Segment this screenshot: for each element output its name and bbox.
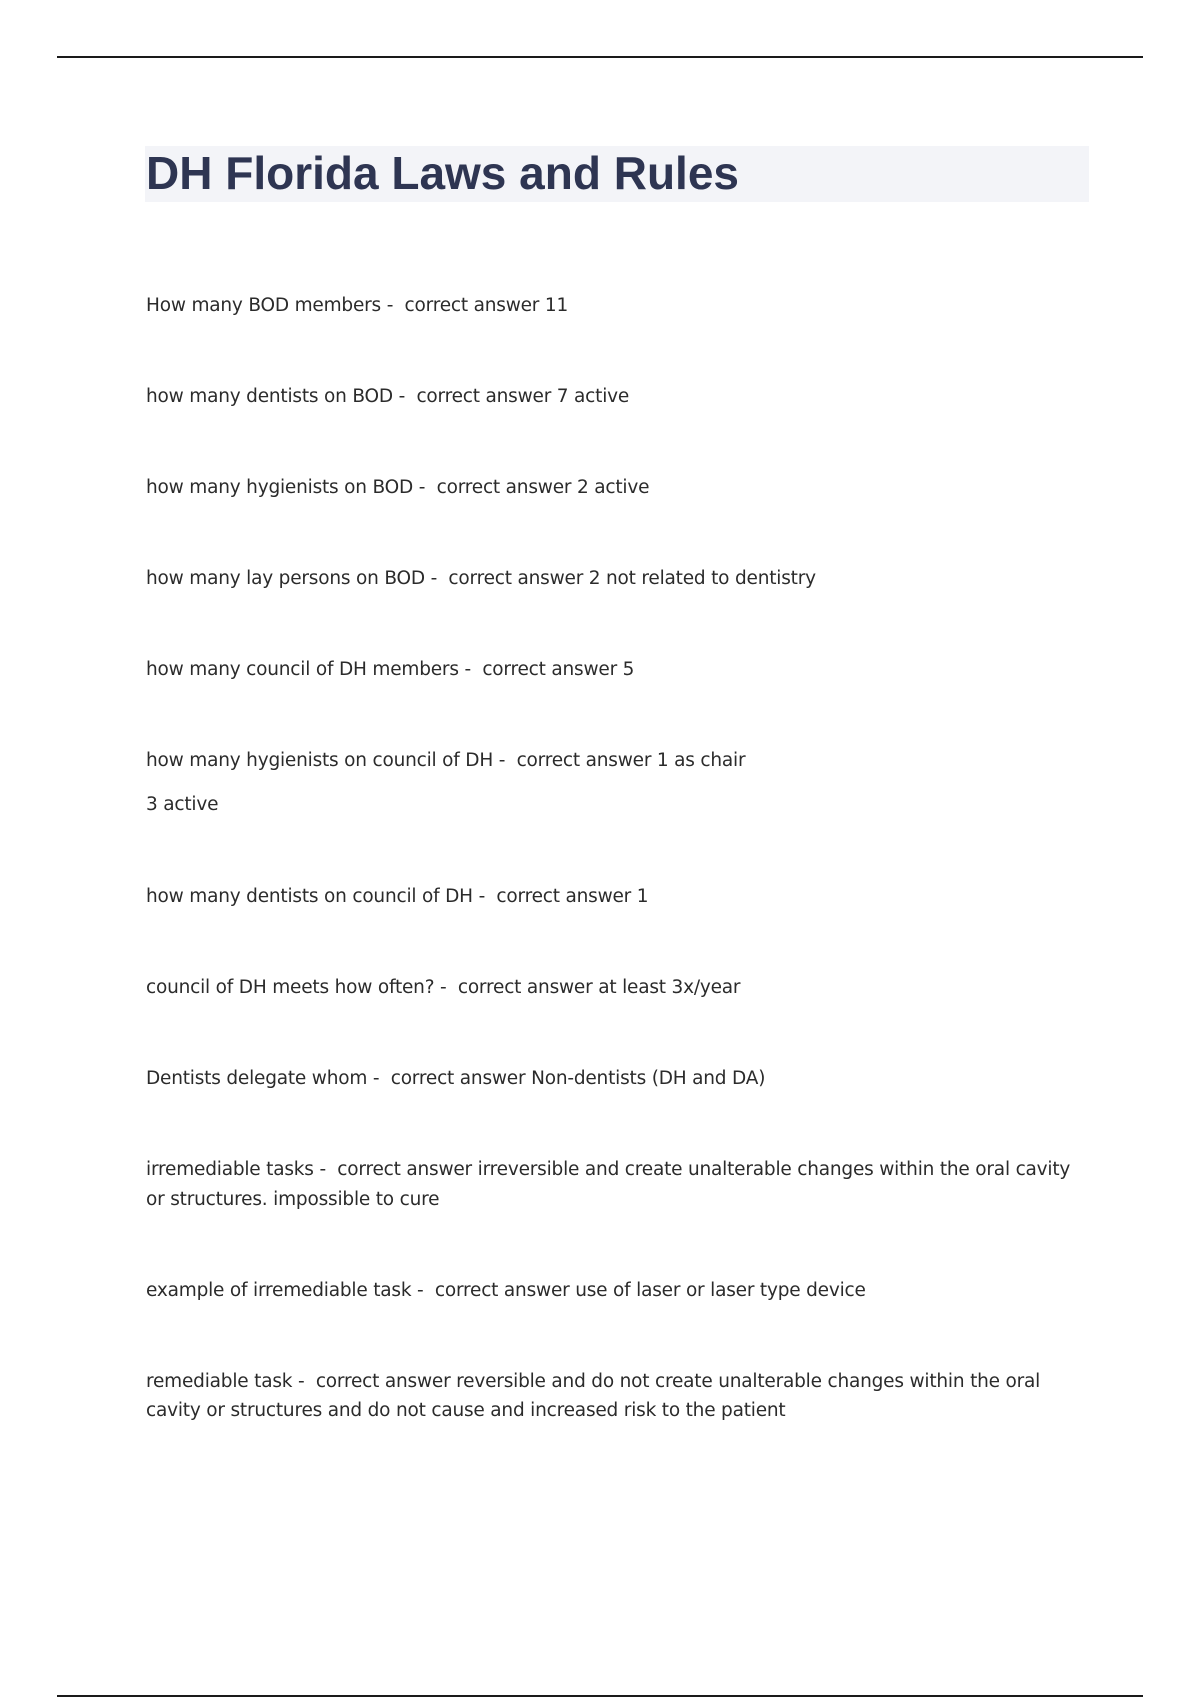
answer-text: reversible and do not create unalterable changes within the oral cavity or structures and do not cause and increased risk to the patient — [146, 1371, 1041, 1421]
question-text: council of DH meets how often? — [146, 977, 435, 998]
answer-separator: - correct answer — [392, 386, 557, 407]
qa-entry — [146, 382, 1090, 411]
answer-text: at least 3x/year — [598, 977, 741, 998]
question-text: how many lay persons on BOD — [146, 568, 425, 589]
answer-separator: - correct answer — [292, 1371, 457, 1392]
question-text: example of irremediable task — [146, 1280, 412, 1301]
qa-entry — [146, 973, 1090, 1002]
answer-text: 11 — [544, 295, 569, 316]
qa-entry — [146, 473, 1090, 502]
qa-entry — [146, 291, 1090, 320]
answer-text: 1 — [636, 886, 649, 907]
qa-entry — [146, 1155, 1090, 1215]
answer-separator: - correct answer — [424, 568, 589, 589]
qa-entry — [146, 882, 1090, 911]
question-text: how many hygienists on BOD — [146, 477, 414, 498]
qa-entry — [146, 655, 1090, 684]
answer-separator: - correct answer — [434, 977, 599, 998]
bottom-rule — [57, 1695, 1143, 1697]
top-rule — [57, 56, 1143, 58]
question-text: irremediable tasks — [146, 1159, 314, 1180]
qa-entry — [146, 746, 1090, 819]
answer-text: 2 active — [576, 477, 650, 498]
question-text: how many dentists on council of DH — [146, 886, 473, 907]
answer-separator: - correct answer — [367, 1068, 532, 1089]
answer-separator: - correct answer — [413, 477, 577, 498]
qa-entry — [146, 564, 1090, 593]
answer-separator: - correct answer — [381, 295, 545, 316]
answer-text: use of laser or laser type device — [575, 1280, 866, 1301]
answer-separator: - correct answer — [411, 1280, 576, 1301]
answer-text: 2 not related to dentistry — [588, 568, 816, 589]
page-title: DH Florida Laws and Rules — [146, 147, 739, 199]
answer-text: 7 active — [556, 386, 630, 407]
question-text: Dentists delegate whom — [146, 1068, 368, 1089]
answer-separator: - correct answer — [313, 1159, 478, 1180]
answer-text: 1 as chair — [656, 750, 746, 771]
answer-text: irreversible and create unalterable changes within the oral cavity or structures. impossible to cure — [146, 1159, 1071, 1210]
answer-separator: - correct answer — [472, 886, 637, 907]
answer-separator: - correct answer — [458, 659, 623, 680]
question-text: how many dentists on BOD — [146, 386, 393, 407]
qa-entry — [146, 1367, 1090, 1425]
answer-continuation: 3 active — [146, 794, 219, 815]
question-text: remediable task — [146, 1371, 293, 1392]
question-text: how many hygienists on council of DH — [146, 750, 494, 771]
answer-text: Non-dentists (DH and DA) — [531, 1068, 766, 1089]
qa-entry — [146, 1276, 1090, 1305]
answer-separator: - correct answer — [493, 750, 657, 771]
question-text: how many council of DH members — [146, 659, 459, 680]
answer-text: 5 — [622, 659, 635, 680]
qa-entry — [146, 1064, 1090, 1093]
question-text: How many BOD members — [146, 295, 382, 316]
